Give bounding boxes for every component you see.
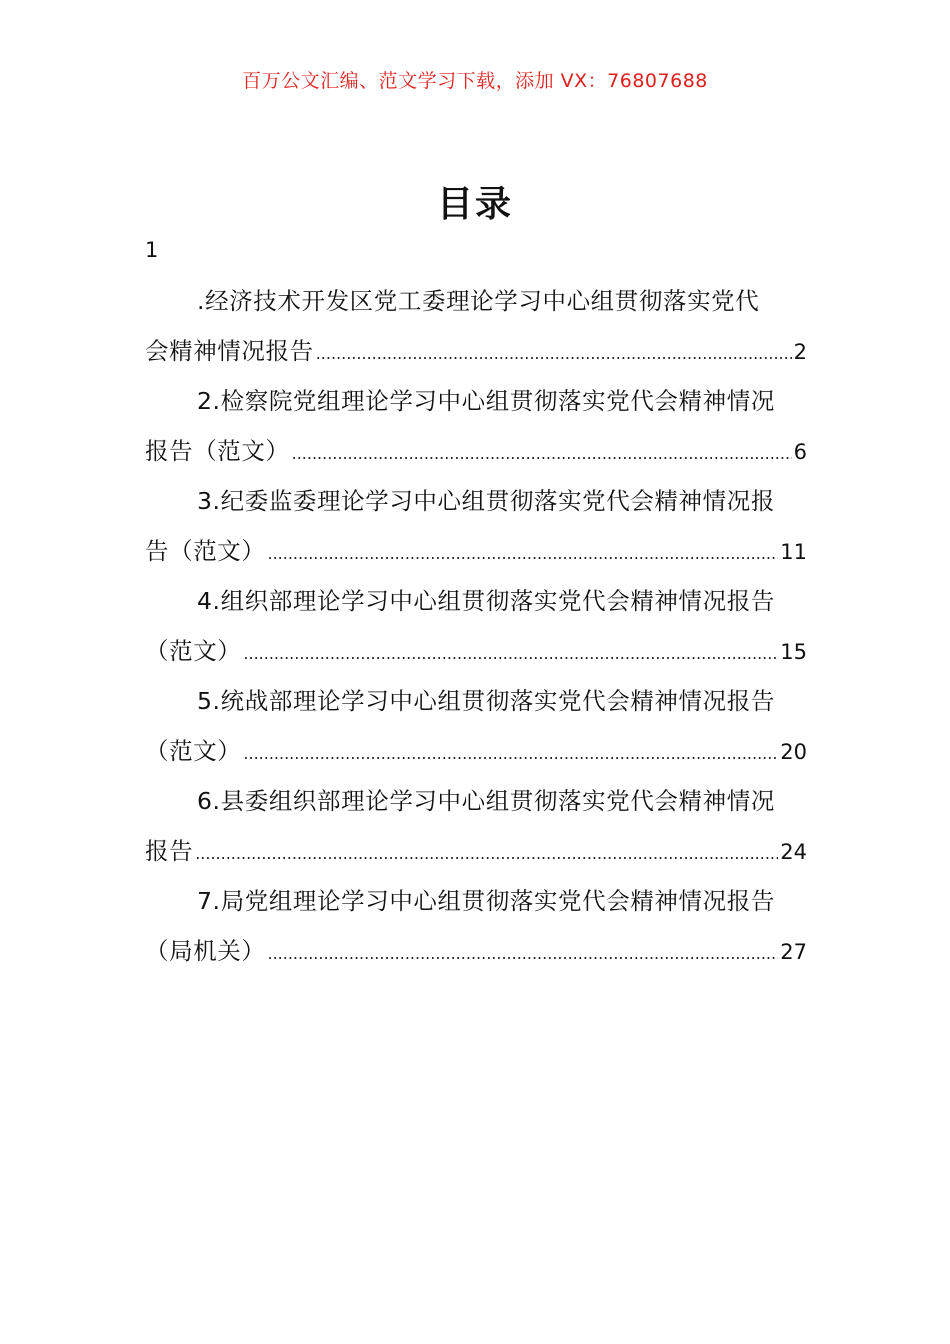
toc-title: 目录: [436, 184, 513, 225]
toc-entry-title: 6.县委组织部理论学习中心组贯彻落实党代会精神情况: [197, 787, 775, 815]
toc-entry-page-number: 20: [780, 740, 807, 764]
toc-entry-5[interactable]: [145, 676, 807, 776]
dot-leader: [292, 429, 792, 479]
toc-entry-title: 2.检察院党组理论学习中心组贯彻落实党代会精神情况: [197, 387, 775, 415]
toc-entry-page-number: 6: [793, 440, 807, 464]
toc-entry-title: 3.纪委监委理论学习中心组贯彻落实党代会精神情况报: [197, 487, 775, 515]
toc-entry-continuation: [145, 826, 807, 876]
toc-entry-4[interactable]: [145, 576, 807, 676]
dot-leader: [316, 329, 792, 379]
toc-entry-title: .经济技术开发区党工委理论学习中心组贯彻落实党代: [197, 287, 760, 315]
toc-entry-title-tail: 报告: [145, 837, 194, 865]
toc-entry-title-tail: （范文）: [145, 637, 242, 665]
toc-entry-3[interactable]: [145, 476, 807, 576]
toc-entry-title: 7.局党组理论学习中心组贯彻落实党代会精神情况报告: [197, 887, 775, 915]
dot-leader: [243, 629, 778, 679]
toc-entry-title-tail: 报告（范文）: [145, 437, 290, 465]
toc-entry-2[interactable]: [145, 376, 807, 476]
toc-entry-page-number: 11: [780, 540, 807, 564]
toc-entry-page-number: 27: [780, 940, 807, 964]
toc-entry-title-tail: （局机关）: [145, 937, 266, 965]
toc-entry-page-number: 24: [780, 840, 807, 864]
dot-leader: [268, 529, 779, 579]
toc-entry-1[interactable]: [145, 276, 807, 376]
toc-entry-continuation: [145, 926, 807, 976]
toc-entry-page-number: 2: [793, 340, 807, 364]
toc-entry-continuation: [145, 726, 807, 776]
dot-leader: [268, 929, 779, 979]
toc-entry-6[interactable]: [145, 776, 807, 876]
toc-entry-title-tail: 会精神情况报告: [145, 337, 314, 365]
toc-entry-title-tail: （范文）: [145, 737, 242, 765]
toc-entry-title-tail: 告（范文）: [145, 537, 266, 565]
toc-lead-number: 1: [145, 238, 159, 262]
dot-leader: [243, 729, 778, 779]
toc-entry-page-number: 15: [780, 640, 807, 664]
toc-entry-continuation: [145, 426, 807, 476]
dot-leader: [195, 829, 778, 879]
toc-list: [145, 276, 807, 976]
toc-entry-title: 4.组织部理论学习中心组贯彻落实党代会精神情况报告: [197, 587, 775, 615]
toc-entry-continuation: [145, 626, 807, 676]
toc-entry-7[interactable]: [145, 876, 807, 976]
header-note: 百万公文汇编、范文学习下载，添加 VX：76807688: [242, 70, 708, 92]
toc-entry-title: 5.统战部理论学习中心组贯彻落实党代会精神情况报告: [197, 687, 775, 715]
toc-entry-continuation: [145, 526, 807, 576]
toc-entry-continuation: [145, 326, 807, 376]
